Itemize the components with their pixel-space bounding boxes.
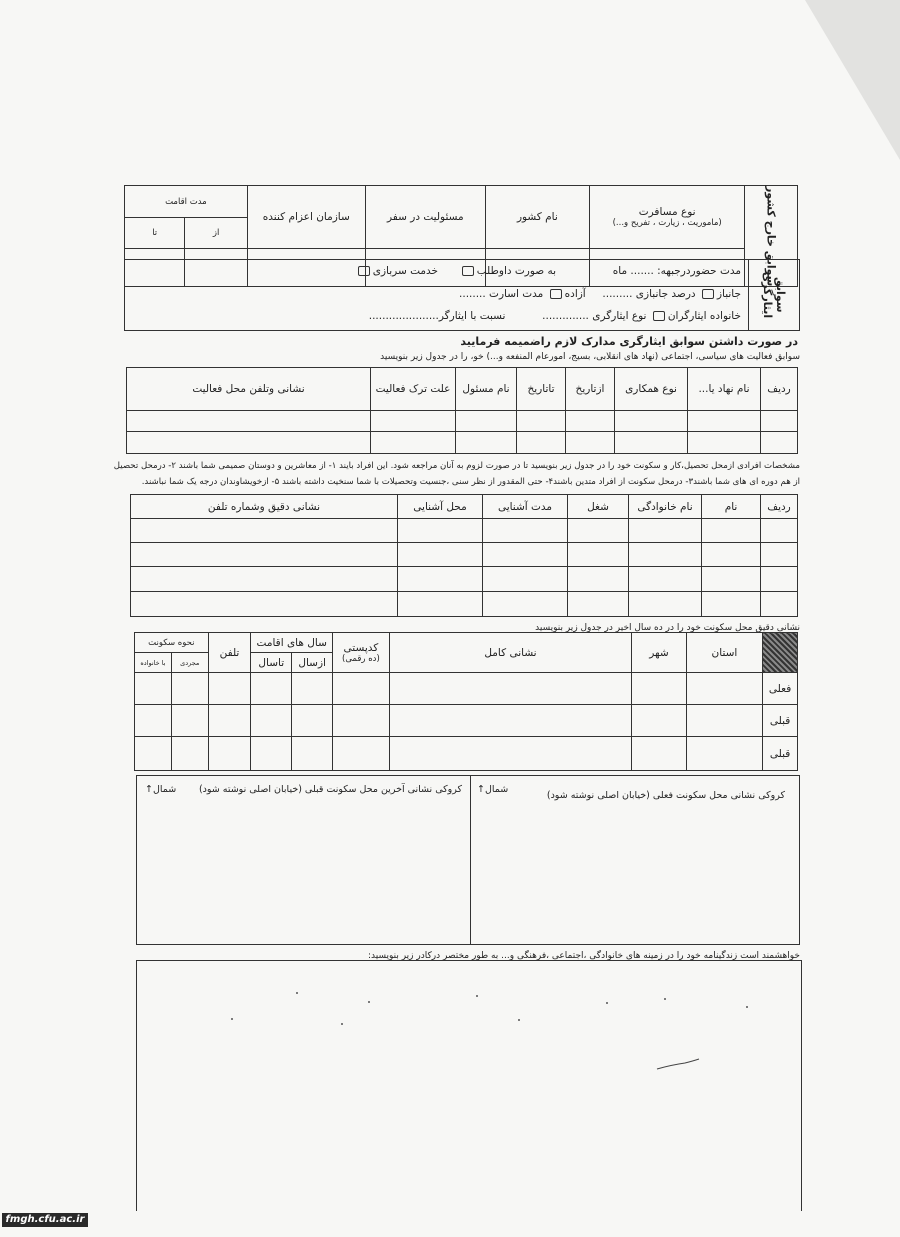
- ref-cell[interactable]: [568, 543, 629, 567]
- pen-scribble: [657, 1059, 699, 1069]
- act-header-to-date: تاتاریخ: [517, 368, 566, 411]
- volunteer-label: به صورت داوطلب: [476, 265, 557, 277]
- ref-cell[interactable]: [761, 543, 798, 567]
- current-sketch-box[interactable]: [470, 775, 800, 945]
- sacrifice-section-label: سوابق ایثارگری: [761, 271, 787, 319]
- act-cell[interactable]: [371, 432, 456, 454]
- ref-cell[interactable]: [702, 567, 761, 592]
- act-cell[interactable]: [615, 411, 688, 432]
- ref-cell[interactable]: [702, 543, 761, 567]
- references-intro-2: از هم دوره ای های شما باشند۳- درمحل سکونت از افراد متدین باشند۴- حتی المقدور از نظر سنی ،جنسیت وتحصیلات با شما سنخیت داشته باشند ۵- ازخویشاوندان درجه یک شما نباشند.: [141, 477, 800, 487]
- act-cell[interactable]: [566, 432, 615, 454]
- act-cell[interactable]: [688, 432, 761, 454]
- res-header-address: نشانی کامل: [389, 633, 631, 673]
- biography-box[interactable]: [136, 960, 802, 1211]
- res-cell[interactable]: [292, 705, 333, 737]
- res-header-years: سال های اقامت: [251, 633, 333, 653]
- ref-cell[interactable]: [568, 519, 629, 543]
- act-header-org: نام نهاد یا...: [688, 368, 761, 411]
- ref-cell[interactable]: [483, 592, 568, 617]
- res-cell[interactable]: [135, 737, 172, 771]
- act-header-manager: نام مسئول: [456, 368, 517, 411]
- ref-cell[interactable]: [761, 567, 798, 592]
- res-cell[interactable]: [171, 737, 208, 771]
- res-cell[interactable]: [686, 737, 762, 771]
- organization-header: سازمان اعزام کننده: [247, 186, 365, 249]
- ref-cell[interactable]: [131, 543, 398, 567]
- trip-type-label: نوع مسافرت: [638, 205, 696, 218]
- sacrifice-type-text: نوع ایثارگری ..............: [542, 310, 647, 322]
- act-cell[interactable]: [127, 411, 371, 432]
- ref-cell[interactable]: [398, 519, 483, 543]
- res-row-label: قبلی: [763, 705, 798, 737]
- res-cell[interactable]: [135, 705, 172, 737]
- sacrifice-line-2: [459, 288, 741, 300]
- activities-table: [126, 367, 798, 454]
- act-cell[interactable]: [615, 432, 688, 454]
- res-cell[interactable]: [389, 673, 631, 705]
- act-header-from-date: ازتاریخ: [566, 368, 615, 411]
- ref-header-name: نام: [702, 495, 761, 519]
- freed-label: آزاده: [564, 288, 586, 300]
- res-cell[interactable]: [171, 673, 208, 705]
- ref-cell[interactable]: [702, 592, 761, 617]
- service-label: خدمت سربازی: [372, 265, 439, 277]
- family-checkbox[interactable]: [653, 311, 665, 321]
- res-cell[interactable]: [208, 673, 251, 705]
- ref-cell[interactable]: [131, 567, 398, 592]
- responsibility-header: مسئولیت در سفر: [365, 186, 485, 249]
- act-cell[interactable]: [761, 411, 798, 432]
- stay-to-header: تا: [125, 218, 185, 249]
- ref-cell[interactable]: [629, 567, 702, 592]
- res-header-province: استان: [686, 633, 762, 673]
- res-header-phone: تلفن: [208, 633, 251, 673]
- ref-header-duration: مدت آشنایی: [483, 495, 568, 519]
- act-header-row-no: ردیف: [761, 368, 798, 411]
- sacrifice-section-cell: [748, 260, 799, 330]
- ref-cell[interactable]: [131, 519, 398, 543]
- family-label: خانواده ایثارگران: [667, 310, 741, 322]
- act-header-cooperation: نوع همکاری: [615, 368, 688, 411]
- documents-note: در صورت داشتن سوابق ایثارگری مدارک لازم راضمیمه فرمایید: [460, 335, 798, 348]
- sacrifice-box: [124, 259, 800, 331]
- res-cell[interactable]: [632, 673, 687, 705]
- ref-cell[interactable]: [131, 592, 398, 617]
- res-cell[interactable]: [292, 737, 333, 771]
- activities-intro: سوابق فعالیت های سیاسی، اجتماعی (نهاد های انقلابی، بسیج، امورعام المنفعه و...) خو، را در جدول زیر بنویسید: [380, 352, 800, 362]
- postal-sublabel: (ده رقمی): [342, 653, 380, 664]
- ref-cell[interactable]: [483, 543, 568, 567]
- res-cell[interactable]: [389, 737, 631, 771]
- stay-from-header: از: [185, 218, 247, 249]
- ref-cell[interactable]: [629, 592, 702, 617]
- ref-header-row-no: ردیف: [761, 495, 798, 519]
- country-header: نام کشور: [485, 186, 589, 249]
- current-sketch-label: کروکی نشانی محل سکونت فعلی (خیابان اصلی نوشته شود): [546, 790, 785, 801]
- sacrifice-line-3: [369, 310, 741, 322]
- act-header-reason: علت ترک فعالیت: [371, 368, 456, 411]
- res-header-city: شهر: [632, 633, 687, 673]
- captivity-text: مدت اسارت ........: [459, 288, 544, 300]
- act-cell[interactable]: [688, 411, 761, 432]
- relation-text: نسبت با ایثارگر.....................: [368, 310, 506, 322]
- current-north-label: [477, 784, 508, 795]
- res-cell[interactable]: [251, 737, 292, 771]
- residence-table: [134, 632, 798, 771]
- ref-cell[interactable]: [568, 567, 629, 592]
- ref-cell[interactable]: [398, 567, 483, 592]
- res-cell[interactable]: [251, 705, 292, 737]
- travel-section-label: سوابق خارج کشور: [764, 186, 778, 287]
- act-cell[interactable]: [517, 432, 566, 454]
- res-cell[interactable]: [632, 737, 687, 771]
- res-header-single: مجردی: [171, 653, 208, 673]
- sacrifice-line-1: [355, 265, 741, 277]
- res-row-label: قبلی: [763, 737, 798, 771]
- res-cell[interactable]: [333, 673, 390, 705]
- volunteer-checkbox[interactable]: [462, 266, 474, 276]
- ref-cell[interactable]: [398, 543, 483, 567]
- ref-cell[interactable]: [483, 567, 568, 592]
- north-arrow-icon: ↑: [477, 784, 485, 795]
- site-watermark: fmgh.cfu.ac.ir: [2, 1213, 88, 1227]
- veteran-checkbox[interactable]: [702, 289, 714, 299]
- residence-corner-cell: [763, 633, 798, 673]
- trip-type-sublabel: (ماموریت ، زیارت ، تفریح و...): [612, 217, 722, 228]
- res-cell[interactable]: [251, 673, 292, 705]
- ref-cell[interactable]: [568, 592, 629, 617]
- act-cell[interactable]: [456, 411, 517, 432]
- res-cell[interactable]: [686, 673, 762, 705]
- res-header-from-year: ازسال: [292, 653, 333, 673]
- references-intro-1: مشخصات افرادی ازمحل تحصیل،کار و سکونت خود را در جدول زیر بنویسید تا در صورت لزوم به آنان مراجعه شود. این افراد بایند ۱- از معاشرین و دوستان صمیمی شما باشند ۲- درمحل تحصیل: [113, 461, 800, 471]
- ref-header-address: نشانی دقیق وشماره تلفن: [131, 495, 398, 519]
- ref-cell[interactable]: [702, 519, 761, 543]
- biography-intro: خواهشمند است زندگینامه خود را در زمینه های خانوادگی ،اجتماعی ،فرهنگی و... به طور مختصر درکادر زیر بنویسید:: [367, 951, 800, 961]
- scan-marks: [137, 961, 801, 1211]
- act-cell[interactable]: [127, 432, 371, 454]
- ref-cell[interactable]: [761, 519, 798, 543]
- residence-intro: نشانی دقیق محل سکونت خود را در ده سال اخیر در جدول زیر بنویسید: [535, 623, 800, 633]
- act-header-address: نشانی وتلفن محل فعالیت: [127, 368, 371, 411]
- previous-north-label: [145, 784, 176, 795]
- act-cell[interactable]: [517, 411, 566, 432]
- res-cell[interactable]: [389, 705, 631, 737]
- stay-duration-header: مدت اقامت: [125, 186, 248, 218]
- res-cell[interactable]: [208, 705, 251, 737]
- north-text: شمال: [152, 784, 177, 795]
- veteran-label: جانباز: [716, 288, 741, 300]
- res-cell[interactable]: [333, 705, 390, 737]
- ref-cell[interactable]: [761, 592, 798, 617]
- service-checkbox[interactable]: [358, 266, 370, 276]
- ref-header-job: شغل: [568, 495, 629, 519]
- act-cell[interactable]: [566, 411, 615, 432]
- res-cell[interactable]: [333, 737, 390, 771]
- north-arrow-icon: ↑: [145, 784, 153, 795]
- act-cell[interactable]: [371, 411, 456, 432]
- res-cell[interactable]: [632, 705, 687, 737]
- ref-cell[interactable]: [629, 543, 702, 567]
- ref-cell[interactable]: [629, 519, 702, 543]
- north-text: شمال: [484, 784, 509, 795]
- res-header-postal: [333, 633, 390, 673]
- page-fold-corner: [805, 0, 900, 160]
- res-cell[interactable]: [135, 673, 172, 705]
- front-duration-text: مدت حضوردرجبهه: ....... ماه: [612, 265, 741, 277]
- res-header-family: با خانواده: [135, 653, 172, 673]
- res-header-to-year: تاسال: [251, 653, 292, 673]
- res-cell[interactable]: [208, 737, 251, 771]
- previous-sketch-label: کروکی نشانی آخرین محل سکونت قبلی (خیابان اصلی نوشته شود): [198, 784, 462, 795]
- references-table: [130, 494, 798, 617]
- res-cell[interactable]: [171, 705, 208, 737]
- trip-type-header: [589, 186, 745, 249]
- ref-header-family: نام خانوادگی: [629, 495, 702, 519]
- res-header-mode: نحوه سکونت: [135, 633, 209, 653]
- ref-cell[interactable]: [483, 519, 568, 543]
- act-cell[interactable]: [456, 432, 517, 454]
- act-cell[interactable]: [761, 432, 798, 454]
- postal-label: کدپستی: [343, 641, 379, 654]
- veteran-percent-text: درصد جانبازی .........: [602, 288, 696, 300]
- freed-checkbox[interactable]: [550, 289, 562, 299]
- res-cell[interactable]: [292, 673, 333, 705]
- ref-header-place: محل آشنایی: [398, 495, 483, 519]
- ref-cell[interactable]: [398, 592, 483, 617]
- previous-sketch-box[interactable]: [136, 775, 471, 945]
- res-row-label: فعلی: [763, 673, 798, 705]
- res-cell[interactable]: [686, 705, 762, 737]
